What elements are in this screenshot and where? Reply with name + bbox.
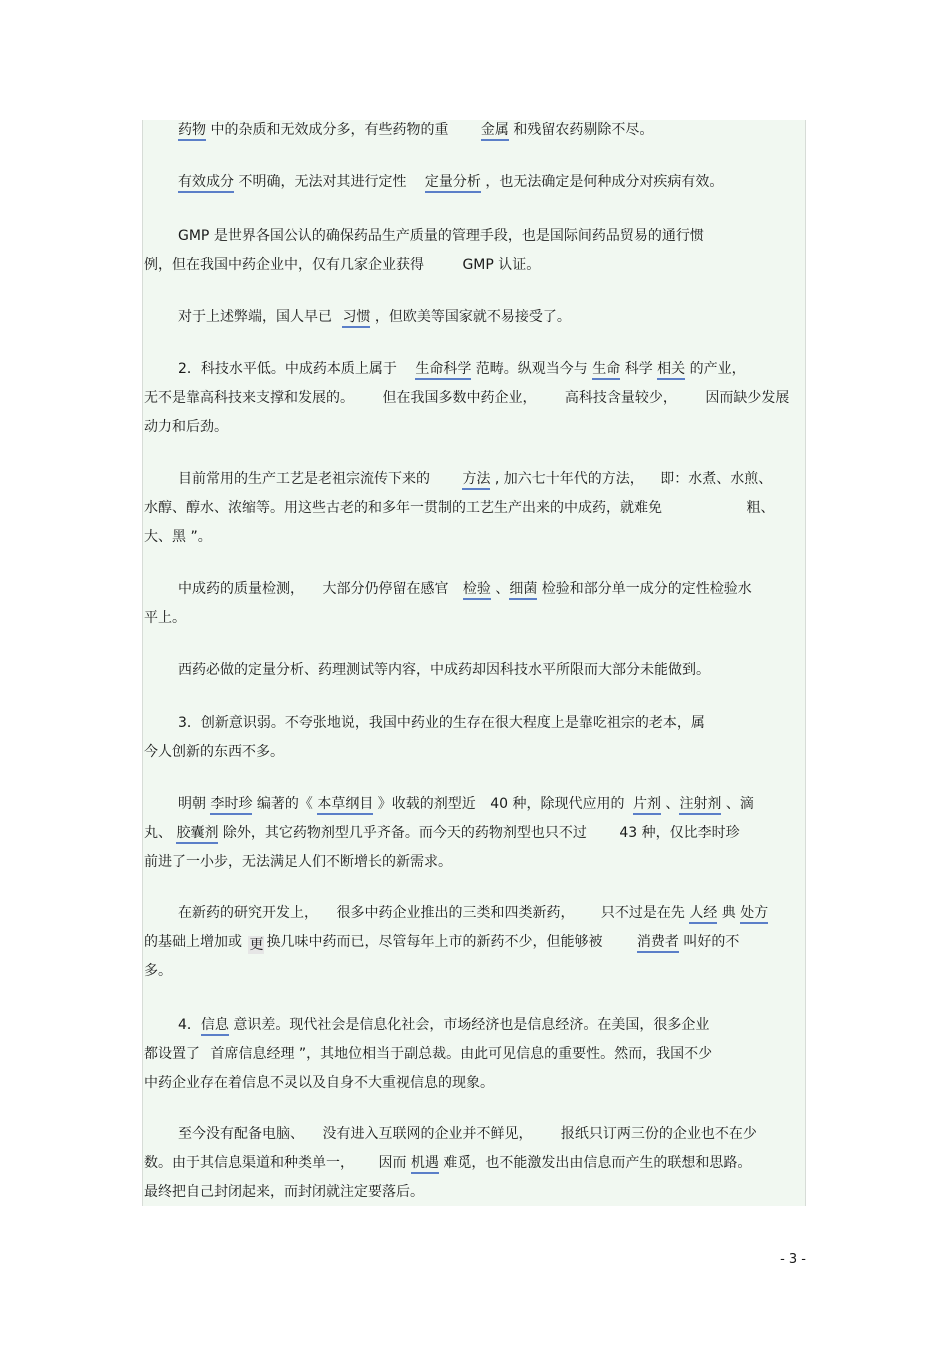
text-run: 中的杂质和无效成分多，有些药物的重 <box>206 122 453 138</box>
hyperlinked-term[interactable]: 信息 <box>201 1017 229 1036</box>
text-run: 和残留农药剔除不尽。 <box>508 122 654 138</box>
text-line <box>144 465 806 494</box>
text-line <box>144 1178 806 1207</box>
text-line <box>144 413 806 442</box>
paragraph <box>144 790 806 877</box>
text-run: 编著的《 <box>252 796 318 812</box>
text-line <box>144 116 806 145</box>
text-run: 换几味中药而已，尽管每年上市的新药不少，但能够被 <box>266 934 607 950</box>
hyperlinked-term[interactable]: 药物 <box>178 122 206 141</box>
text-run: 高科技含量较少， <box>564 390 682 406</box>
text-line <box>144 222 806 251</box>
hyperlinked-term[interactable]: 有效成分 <box>178 174 234 193</box>
text-run: 例，但在我国中药企业中，仅有几家企业获得 <box>144 257 429 273</box>
text-run: 中成药的质量检测， <box>178 581 309 597</box>
text-run: 、 <box>660 796 680 812</box>
hyperlinked-term[interactable]: 片剂 <box>633 796 661 815</box>
paragraph <box>144 465 806 552</box>
text-run: 水醇、醇水、浓缩等。用这些古老的和多年一贯制的工艺生产出来的中成药，就难免 <box>144 500 667 516</box>
text-run: 范畴。纵观当今与 <box>471 361 593 377</box>
text-run: 的基础上增加或 <box>144 934 247 950</box>
text-run: 丸、 <box>144 825 177 841</box>
text-run: 没有进入互联网的企业并不鲜见， <box>322 1126 537 1142</box>
text-run: 因而 <box>378 1155 411 1171</box>
text-run: 检验和部分单一成分的定性检验水 <box>537 581 752 597</box>
text-line <box>144 1149 806 1178</box>
text-run: 3．创新意识弱。不夸张地说，我国中药业的生存在很大程度上是靠吃祖宗的老本，属 <box>178 715 705 731</box>
pasted-character-glyph: 更 <box>249 937 264 953</box>
text-run: 、 <box>490 581 510 597</box>
text-run: 只不过是在先 <box>600 905 690 921</box>
text-run: 除外，其它药物剂型几乎齐备。而今天的药物剂型也只不过 <box>218 825 592 841</box>
text-run: ，但欧美等国家就不易接受了。 <box>370 309 571 325</box>
text-line <box>144 604 806 633</box>
hyperlinked-term[interactable]: 处方 <box>740 905 768 924</box>
text-run: 前进了一小步，无法满足人们不断增长的新需求。 <box>144 854 452 870</box>
text-line <box>144 523 806 552</box>
text-run: 大部分仍停留在感官 <box>322 581 453 597</box>
text-run: 粗、 <box>746 500 775 516</box>
text-run: 难觅，也不能激发出由信息而产生的联想和思路。 <box>438 1155 752 1171</box>
hyperlinked-term[interactable]: 相关 <box>657 361 685 380</box>
hyperlinked-term[interactable]: 本草纲目 <box>317 796 373 815</box>
paragraph <box>144 355 806 442</box>
text-run: 意识差。现代社会是信息化社会，市场经济也是信息经济。在美国，很多企业 <box>228 1017 710 1033</box>
text-run: 中药企业存在着信息不灵以及自身不大重视信息的现象。 <box>144 1075 494 1091</box>
text-run: 数。由于其信息渠道和种类单一， <box>144 1155 359 1171</box>
hyperlinked-term[interactable]: 生命科学 <box>415 361 471 380</box>
text-run: 平上。 <box>144 610 186 626</box>
text-line <box>144 709 806 738</box>
hyperlinked-term[interactable]: 细菌 <box>509 581 537 600</box>
text-line <box>144 848 806 877</box>
text-line <box>144 1120 806 1149</box>
text-run: 今人创新的东西不多。 <box>144 744 284 760</box>
text-line <box>144 303 806 332</box>
text-run: 典 <box>717 905 741 921</box>
hyperlinked-term[interactable]: 检验 <box>463 581 491 600</box>
text-run: 因而缺少发展 <box>705 390 790 406</box>
hyperlinked-term[interactable]: 机遇 <box>411 1155 439 1174</box>
text-run: GMP 认证。 <box>462 257 541 273</box>
paragraph <box>144 656 806 685</box>
text-run: 目前常用的生产工艺是老祖宗流传下来的 <box>178 471 435 487</box>
text-run: 叫好的不 <box>678 934 740 950</box>
text-run: GMP 是世界各国公认的确保药品生产质量的管理手段，也是国际间药品贸易的通行惯 <box>178 228 704 244</box>
text-line <box>144 355 806 384</box>
paragraph <box>144 222 806 280</box>
text-line <box>144 1069 806 1098</box>
hyperlinked-term[interactable]: 金属 <box>481 122 509 141</box>
paragraph <box>144 899 806 986</box>
text-run: 43 种，仅比李时珍 <box>619 825 740 841</box>
text-line <box>144 819 806 848</box>
text-run: 明朝 <box>178 796 211 812</box>
hyperlinked-term[interactable]: 习惯 <box>342 309 370 328</box>
text-run: 大、黑 ”。 <box>144 529 212 545</box>
page-number: - 3 - <box>780 1252 806 1267</box>
text-run: 西药必做的定量分析、药理测试等内容，中成药却因科技水平所限而大部分未能做到。 <box>178 662 710 678</box>
text-line <box>144 790 806 819</box>
paragraph <box>144 116 806 145</box>
hyperlinked-term[interactable]: 李时珍 <box>210 796 252 815</box>
text-run: 但在我国多数中药企业， <box>382 390 541 406</box>
hyperlinked-term[interactable]: 胶囊剂 <box>176 825 218 844</box>
text-run: 最终把自己封闭起来，而封闭就注定要落后。 <box>144 1184 424 1200</box>
text-run: 》收载的剂型近 <box>373 796 481 812</box>
text-line <box>144 251 806 280</box>
text-line <box>144 899 806 928</box>
hyperlinked-term[interactable]: 注射剂 <box>679 796 721 815</box>
paragraph <box>144 168 806 197</box>
hyperlinked-term[interactable]: 方法 <box>462 471 490 490</box>
text-run: 首席信息经理 ”，其地位相当于副总裁。由此可见信息的重要性。然而，我国不少 <box>210 1046 713 1062</box>
text-line <box>144 1011 806 1040</box>
paragraph <box>144 1011 806 1098</box>
text-line <box>144 656 806 685</box>
hyperlinked-term[interactable]: 人经 <box>689 905 717 924</box>
text-run: 报纸只订两三份的企业也不在少 <box>560 1126 757 1142</box>
text-run: 40 种，除现代应用的 <box>490 796 629 812</box>
text-run: 、滴 <box>721 796 754 812</box>
text-line <box>144 494 806 523</box>
hyperlinked-term[interactable]: 定量分析 <box>425 174 481 193</box>
text-run: ，也无法确定是何种成分对疾病有效。 <box>480 174 724 190</box>
text-line <box>144 168 806 197</box>
text-line <box>144 384 806 413</box>
text-run: , 加六七十年代的方法， <box>490 471 649 487</box>
text-line <box>144 957 806 986</box>
text-run: 不明确，无法对其进行定性 <box>234 174 411 190</box>
text-run: 动力和后劲。 <box>144 419 228 435</box>
paragraph <box>144 1120 806 1207</box>
hyperlinked-term[interactable]: 消费者 <box>637 934 679 953</box>
text-run: 都设置了 <box>144 1046 205 1062</box>
hyperlinked-term[interactable]: 生命 <box>592 361 620 380</box>
paragraph <box>144 709 806 767</box>
paragraph <box>144 575 806 633</box>
text-run: 即：水煮、水煎、 <box>660 471 773 487</box>
text-line <box>144 928 806 957</box>
paragraph <box>144 303 806 332</box>
text-line <box>144 575 806 604</box>
text-line <box>144 1040 806 1069</box>
text-run: 4． <box>178 1017 201 1033</box>
text-run: 2．科技水平低。中成药本质上属于 <box>178 361 402 377</box>
text-line <box>144 738 806 767</box>
text-run: 无不是靠高科技来支撑和发展的。 <box>144 390 359 406</box>
text-run: 很多中药企业推出的三类和四类新药， <box>336 905 579 921</box>
text-run: 在新药的研究开发上， <box>178 905 323 921</box>
text-run: 科学 <box>620 361 658 377</box>
text-run: 的产业， <box>685 361 746 377</box>
text-run: 至今没有配备电脑、 <box>178 1126 309 1142</box>
text-run: 多。 <box>144 963 172 979</box>
text-run: 对于上述弊端，国人早已 <box>178 309 337 325</box>
